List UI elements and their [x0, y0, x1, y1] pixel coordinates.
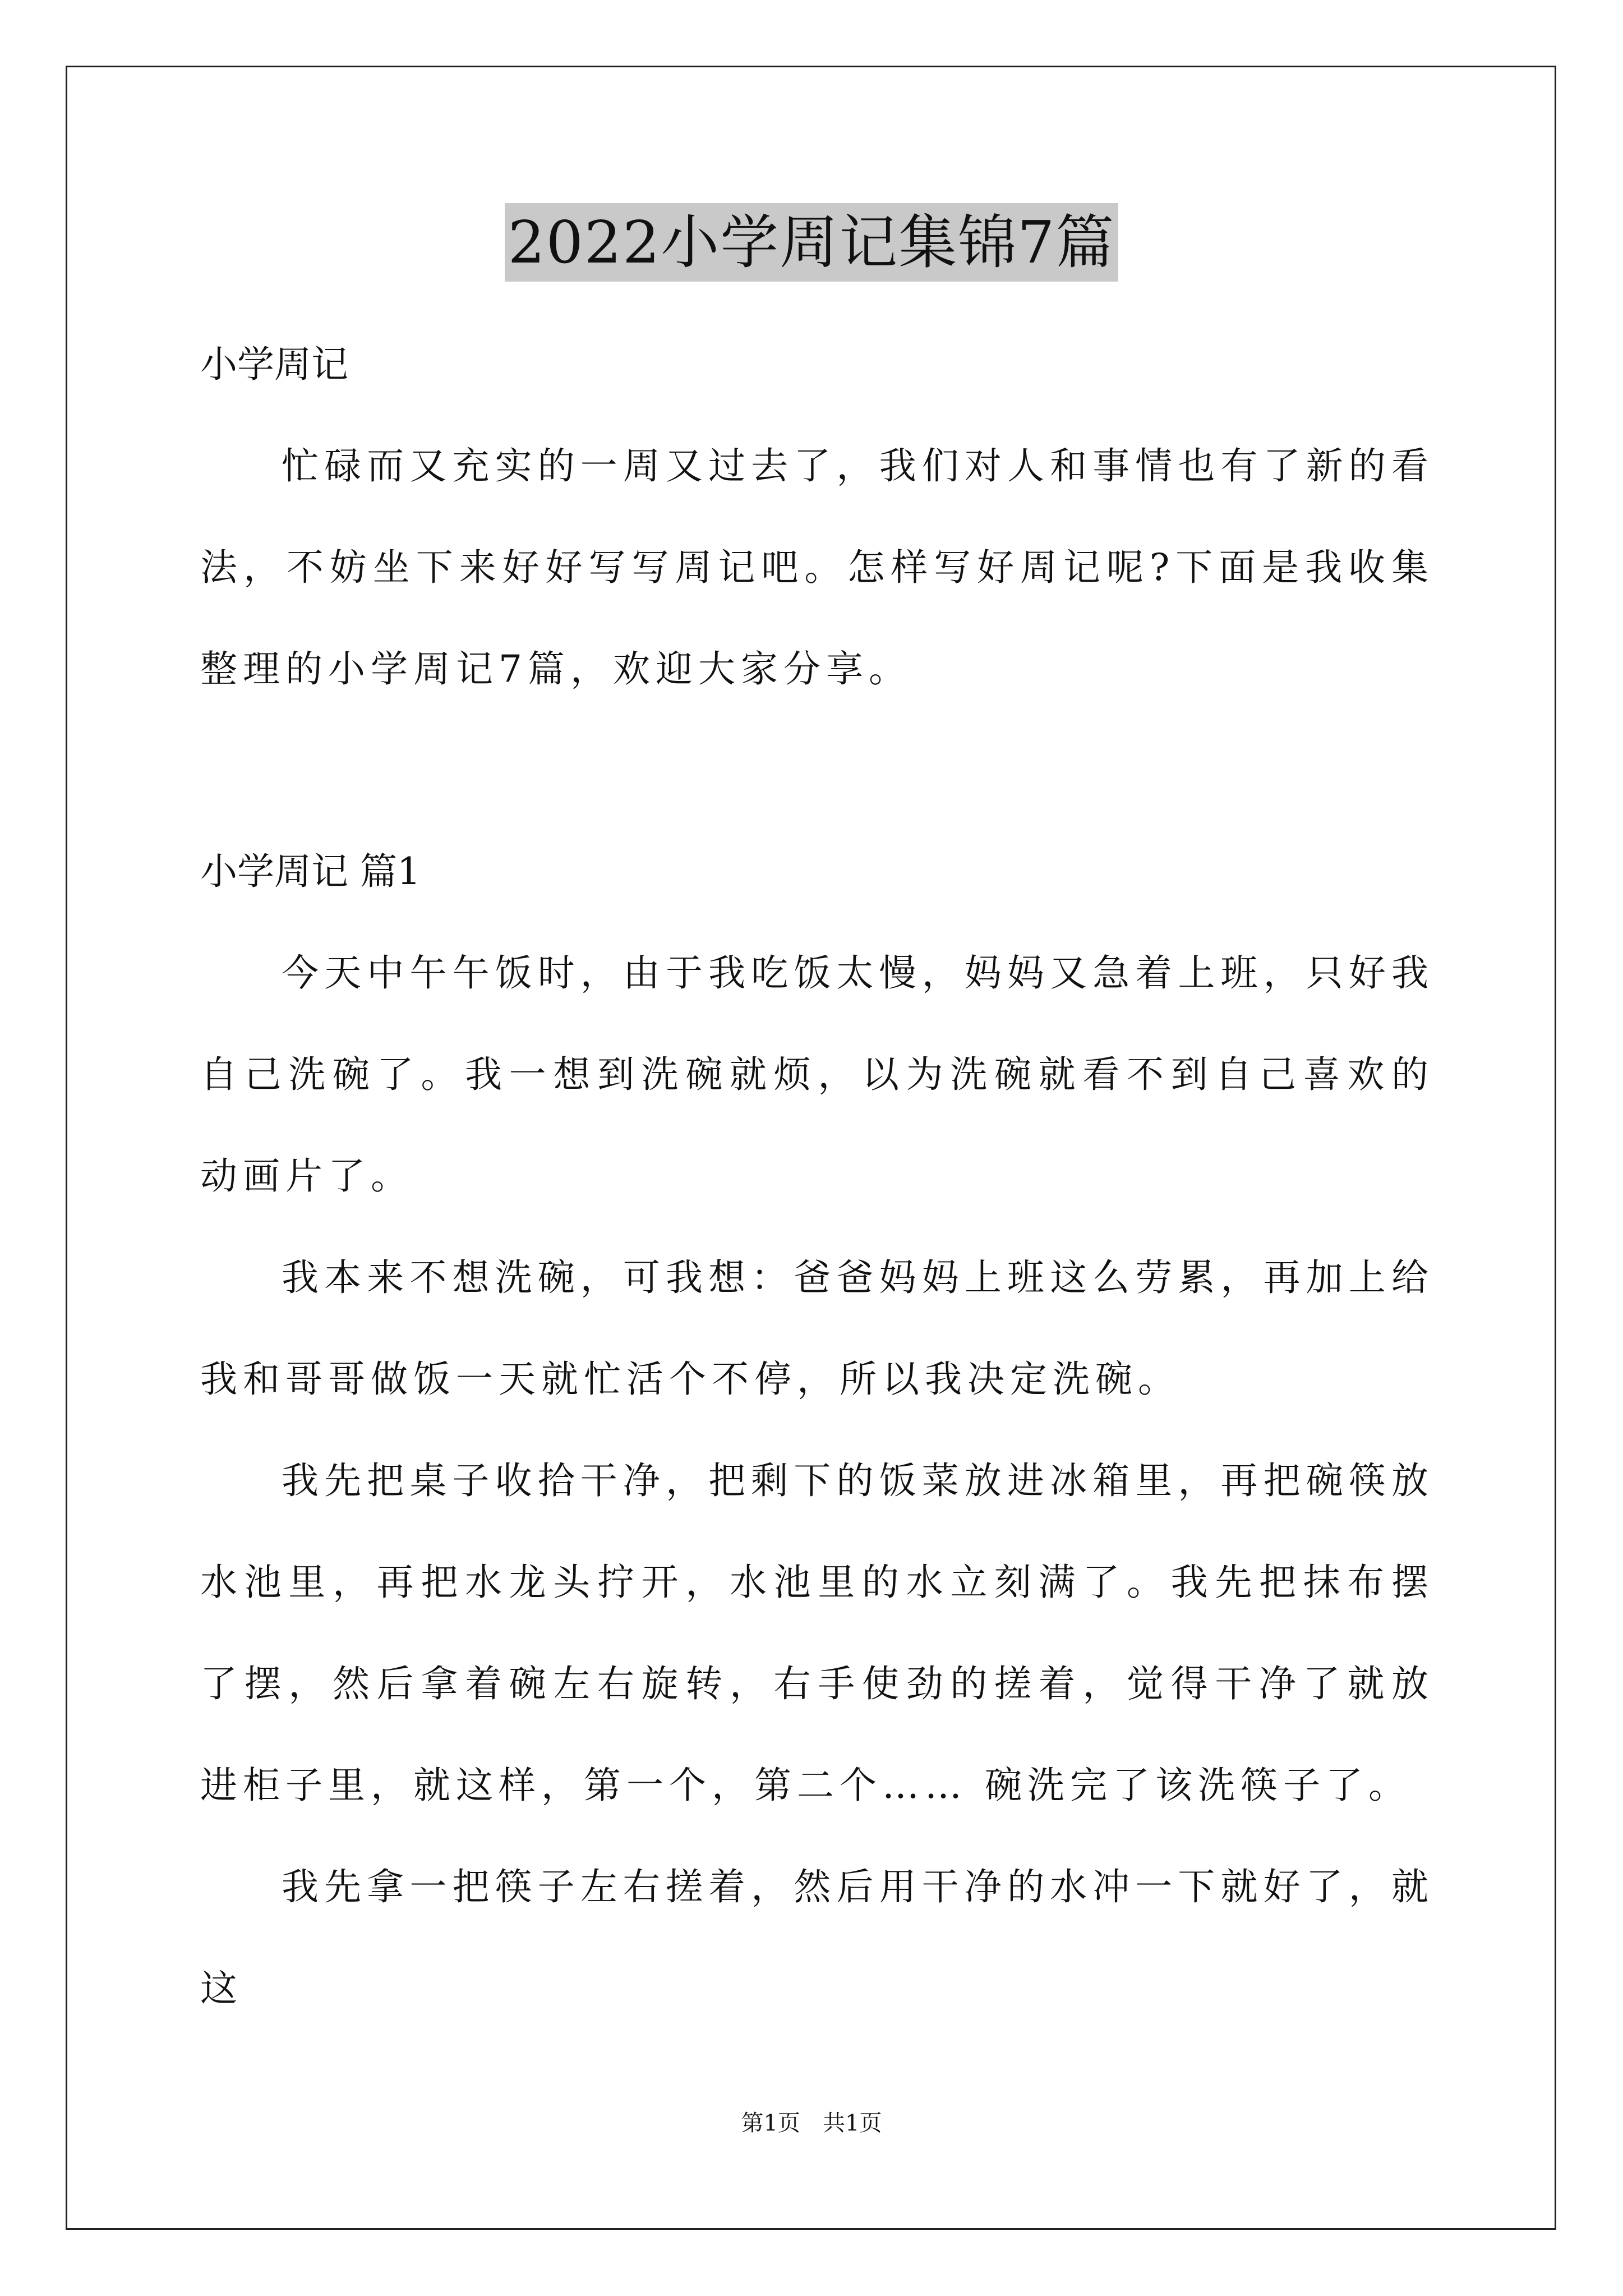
section-1-paragraph-3: 我先把桌子收拾干净，把剩下的饭菜放进冰箱里，再把碗筷放水池里，再把水龙头拧开，水池里的水立刻满了。我先把抹布摆了摆，然后拿着碗左右旋转，右手使劲的搓着，觉得干净了就放进柜子里，就这样，第一个，第二个…… 碗洗完了该洗筷子了。 [200, 1459, 1434, 1807]
section-1-paragraph-1: 今天中午午饭时，由于我吃饭太慢，妈妈又急着上班，只好我自己洗碗了。我一想到洗碗就烦，以为洗碗就看不到自己喜欢的动画片了。 [200, 951, 1434, 1198]
intro-heading: 小学周记 [200, 343, 348, 386]
section-1-paragraph-2: 我本来不想洗碗，可我想：爸爸妈妈上班这么劳累，再加上给我和哥哥做饭一天就忙活个不停，所以我决定洗碗。 [200, 1256, 1434, 1401]
title-container [0, 203, 1623, 282]
section-1-heading: 小学周记 篇1 [200, 850, 421, 893]
document-body [200, 314, 1434, 2039]
document-title: 2022小学周记集锦7篇 [505, 203, 1119, 282]
section-1-paragraph-4: 我先拿一把筷子左右搓着，然后用干净的水冲一下就好了，就这 [200, 1865, 1434, 2010]
section-spacer [200, 720, 1434, 821]
intro-paragraph: 忙碌而又充实的一周又过去了，我们对人和事情也有了新的看法，不妨坐下来好好写写周记吧。怎样写好周记呢?下面是我收集整理的小学周记7篇，欢迎大家分享。 [200, 444, 1434, 691]
page-footer: 第1页 共1页 [741, 2110, 882, 2136]
